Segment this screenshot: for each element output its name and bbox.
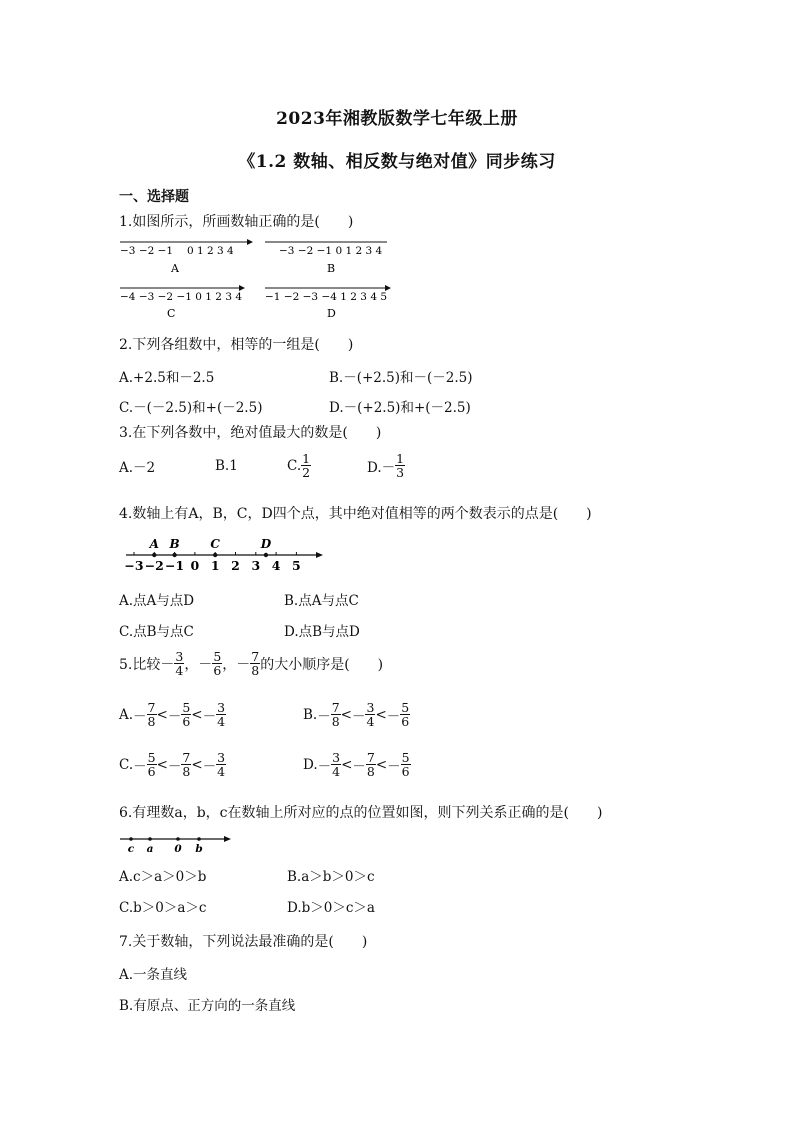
- q3-option-d: D.－ $\frac{1}{3}$: [367, 451, 405, 481]
- q4-point: [264, 553, 268, 557]
- q4-tick-label: −2: [144, 558, 164, 573]
- q5-option-c: C. － $\frac{5}{6}$ < － $\frac{7}{8}$ < － $\frac{3}{4}$: [119, 750, 226, 780]
- axis-d-ticks: −1 −2 −3 −4 1 2 3 4 5: [265, 291, 388, 303]
- q4-option-d: D.点B与点D: [284, 624, 360, 640]
- q4-tick-label: −3: [124, 558, 144, 573]
- q4-tick-label: 0: [190, 558, 200, 573]
- q6-point: [197, 837, 201, 841]
- q2-option-d: D.－(+2.5)和+(－2.5): [329, 400, 471, 416]
- q4-tick-label: 2: [231, 558, 240, 573]
- q1-stem: 1.如图所示，所画数轴正确的是( ): [119, 214, 354, 230]
- q3-option-c: C. $\frac{1}{2}$: [287, 451, 311, 481]
- q4-tick-label: −1: [165, 558, 185, 573]
- q2-option-c: C.－(－2.5)和+(－2.5): [119, 400, 263, 416]
- q6-point: [176, 837, 180, 841]
- q7-option-a: A.一条直线: [119, 967, 188, 983]
- q4-option-a: A.点A与点D: [119, 593, 195, 609]
- q3-options: [119, 452, 405, 479]
- q3-option-b: B.1: [215, 457, 238, 474]
- q4-point-label: B: [169, 537, 180, 551]
- axis-c-label: C: [167, 307, 176, 320]
- q6-point-label: b: [195, 843, 203, 855]
- q6-point-label: c: [127, 843, 135, 855]
- q4-point-label: D: [260, 537, 272, 551]
- axis-b-ticks: −3 −2 −1 0 1 2 3 4: [279, 245, 383, 257]
- axis-a: [120, 239, 253, 275]
- q3-stem: 3.在下列各数中，绝对值最大的数是( ): [119, 425, 382, 441]
- q5-stem: 5.比较－ $\frac{3}{4}$ ，－ $\frac{5}{6}$ ，－ $\frac{7}{8}$ 的大小顺序是( ): [119, 649, 384, 679]
- q6-stem: 6.有理数a，b，c在数轴上所对应的点的位置如图，则下列关系正确的是( ): [119, 805, 603, 821]
- q4-point: [152, 553, 156, 557]
- doc-title: 2023年湘教版数学七年级上册: [276, 109, 518, 129]
- q4-tick-label: 4: [271, 558, 281, 573]
- q6-point-label: 0: [174, 843, 182, 855]
- axis-a-label: A: [171, 262, 179, 275]
- q4-point: [172, 553, 176, 557]
- axis-c-ticks: −4 −3 −2 −1 0 1 2 3 4: [120, 291, 243, 303]
- q4-tick-label: 5: [292, 558, 301, 573]
- q1-axis-figures: [115, 236, 405, 322]
- axis-c: [120, 285, 245, 320]
- q4-axis-arrow: [316, 552, 323, 558]
- axis-a-ticks: −3 −2 −1 0 1 2 3 4: [120, 245, 234, 257]
- section-heading: 一、选择题: [119, 189, 189, 205]
- q5-option-b: B. － $\frac{7}{8}$ < － $\frac{3}{4}$ < － $\frac{5}{6}$: [303, 700, 410, 730]
- q6-option-d: D.b＞0＞c＞a: [287, 900, 375, 916]
- q5-option-d: D. － $\frac{3}{4}$ < － $\frac{7}{8}$ < － $\frac{5}{6}$: [303, 750, 410, 780]
- q4-stem: 4.数轴上有A，B，C，D四个点，其中绝对值相等的两个数表示的点是( ): [119, 506, 592, 522]
- q2-option-b: B.－(+2.5)和－(－2.5): [329, 370, 473, 386]
- q6-option-a: A.c＞a＞0＞b: [119, 869, 207, 885]
- q4-point: [213, 553, 217, 557]
- q7-option-b: B.有原点、正方向的一条直线: [119, 998, 296, 1014]
- axis-d-label: D: [327, 307, 336, 320]
- q4-option-c: C.点B与点C: [119, 624, 194, 640]
- q4-option-b: B.点A与点C: [284, 593, 359, 609]
- axis-b: [265, 242, 387, 275]
- q3-option-a: A.－2: [119, 459, 156, 476]
- q6-point: [148, 837, 152, 841]
- q4-tick-label: 1: [210, 558, 220, 573]
- q6-axis-arrow: [224, 836, 231, 842]
- axis-b-label: B: [327, 262, 336, 275]
- q6-point: [129, 837, 133, 841]
- q4-number-line: [120, 532, 330, 574]
- doc-subtitle: 《1.2 数轴、相反数与绝对值》同步练习: [238, 152, 556, 172]
- q4-point-label: A: [149, 537, 159, 551]
- q2-stem: 2.下列各组数中，相等的一组是( ): [119, 337, 354, 353]
- q6-number-line: [120, 831, 240, 855]
- q2-option-a: A.+2.5和－2.5: [119, 370, 215, 386]
- q4-tick-label: 3: [251, 558, 261, 573]
- q5-option-a: A. － $\frac{7}{8}$ < － $\frac{5}{6}$ < － $\frac{3}{4}$: [119, 700, 226, 730]
- q6-option-b: B.a＞b＞0＞c: [287, 869, 375, 885]
- q6-option-c: C.b＞0＞a＞c: [119, 900, 207, 916]
- axis-d: [265, 285, 391, 320]
- q6-point-label: a: [146, 843, 154, 855]
- q4-point-label: C: [210, 537, 220, 551]
- q7-stem: 7.关于数轴，下列说法最准确的是( ): [119, 934, 368, 950]
